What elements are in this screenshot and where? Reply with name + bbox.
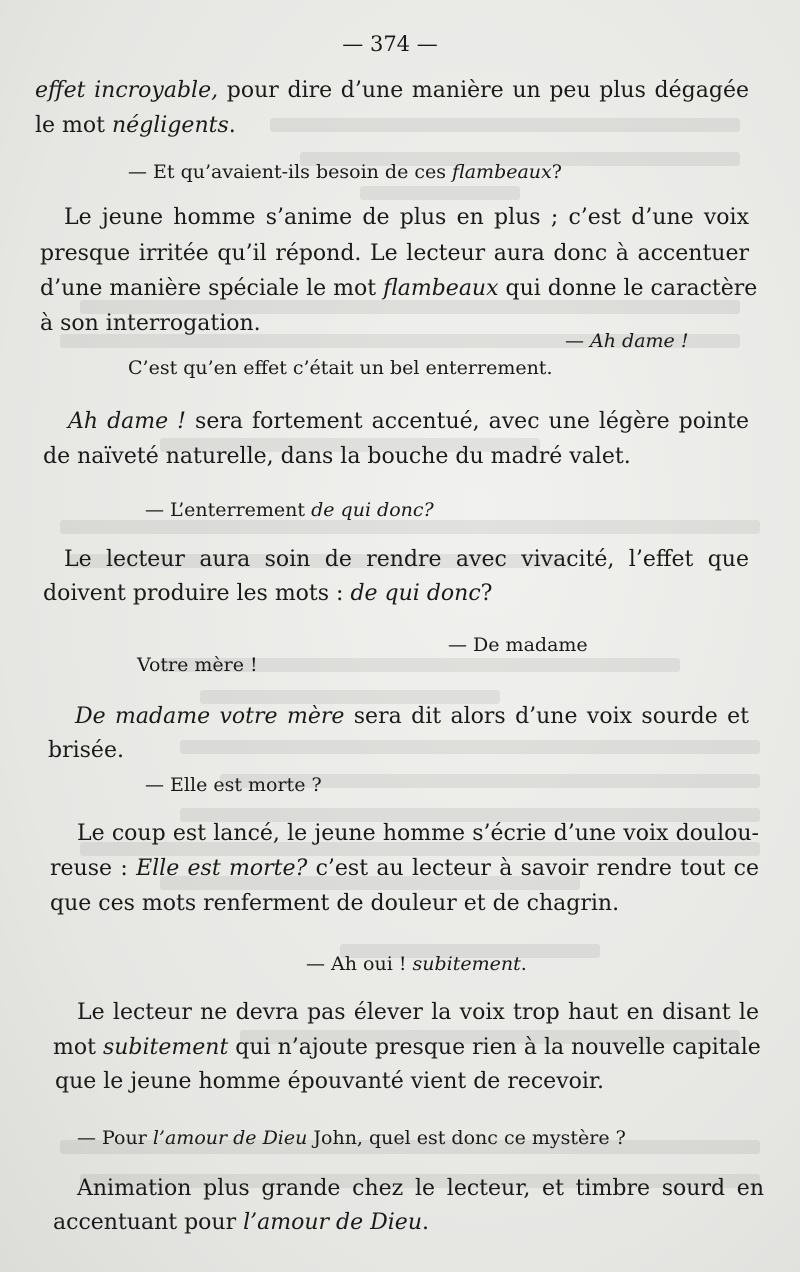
text-line-13: Le lecteur aura soin de rendre avec vivacité, l’effet que xyxy=(64,547,749,572)
text-span: John, quel est donc ce mystère ? xyxy=(307,1127,626,1149)
text-span: mot xyxy=(53,1035,103,1060)
text-line-25 xyxy=(53,1035,759,1060)
text-span: sera dit alors d’une voix sourde et xyxy=(344,704,749,729)
dialogue-line: C’est qu’en effet c’était un bel enterrement. xyxy=(128,357,553,379)
text-line-5: presque irritée qu’il répond. Le lecteur aura donc à accentuer xyxy=(40,241,749,266)
text-line-11: de naïveté naturelle, dans la bouche du madré valet. xyxy=(43,444,631,469)
emphasis: Ah dame ! xyxy=(68,409,187,434)
text-span: ? xyxy=(551,161,562,183)
emphasis: flambeaux xyxy=(383,276,499,301)
dialogue-line: Votre mère ! xyxy=(137,654,258,676)
text-line-14 xyxy=(43,581,492,606)
text-line-18: brisée. xyxy=(48,738,124,763)
emphasis: l’amour de Dieu xyxy=(243,1210,422,1235)
emphasis: l’amour de Dieu xyxy=(152,1127,308,1149)
text-span: — Ah oui ! xyxy=(306,953,413,975)
text-line-6 xyxy=(40,276,758,301)
dialogue-line: — De madame xyxy=(448,634,588,656)
text-span: reuse : xyxy=(50,856,137,881)
text-span: . xyxy=(421,1210,429,1235)
emphasis: subitement xyxy=(412,953,521,975)
text-span: — xyxy=(565,330,591,352)
dialogue-line xyxy=(145,499,434,521)
text-line-2 xyxy=(35,113,236,138)
text-line-7: à son interrogation. xyxy=(40,311,261,336)
text-span: — Et qu’avaient-ils besoin de ces xyxy=(128,161,453,183)
emphasis: Ah dame ! xyxy=(590,330,689,352)
emphasis: de qui donc? xyxy=(311,499,434,521)
text-span: . xyxy=(228,113,236,138)
text-line-10 xyxy=(68,409,749,434)
dialogue-line: — Elle est morte ? xyxy=(145,774,322,796)
text-line-1 xyxy=(35,78,749,103)
text-span: accentuant pour xyxy=(53,1210,244,1235)
text-line-22: que ces mots renferment de douleur et de chagrin. xyxy=(50,891,620,916)
text-span: qui donne le caractère xyxy=(498,276,758,301)
text-line-26: que le jeune homme épouvanté vient de recevoir. xyxy=(55,1069,605,1094)
text-span: c’est au lecteur à savoir rendre tout ce xyxy=(307,856,759,881)
text-line-29 xyxy=(53,1210,429,1235)
dialogue-line xyxy=(306,953,527,975)
text-span: le mot xyxy=(35,113,112,138)
emphasis: Elle est morte? xyxy=(136,856,308,881)
emphasis: de qui donc xyxy=(350,581,481,606)
text-span: pour dire d’une manière un peu plus dégagée xyxy=(218,78,749,103)
text-line-4: Le jeune homme s’anime de plus en plus ; c’est d’une voix xyxy=(64,205,749,230)
page-number: — 374 — xyxy=(342,32,438,56)
text-line-28: Animation plus grande chez le lecteur, et timbre sourd en xyxy=(77,1176,764,1201)
text-line-21 xyxy=(50,856,759,881)
dialogue-line xyxy=(128,161,562,183)
dialogue-line xyxy=(565,330,688,352)
emphasis: flambeaux xyxy=(452,161,552,183)
text-span: . xyxy=(520,953,527,975)
text-line-24: Le lecteur ne devra pas élever la voix trop haut en disant le xyxy=(77,1000,759,1025)
text-span: — Pour xyxy=(77,1127,153,1149)
emphasis: subitement xyxy=(102,1035,229,1060)
text-span: doivent produire les mots : xyxy=(43,581,351,606)
text-span: d’une manière spéciale le mot xyxy=(40,276,384,301)
text-line-20: Le coup est lancé, le jeune homme s’écrie d’une voix doulou- xyxy=(77,821,759,846)
text-span: ? xyxy=(480,581,493,606)
text-span: — L’enterrement xyxy=(145,499,312,521)
text-line-17 xyxy=(75,704,749,729)
emphasis: négligents xyxy=(112,113,229,138)
text-span: qui n’ajoute presque rien à la nouvelle capitale xyxy=(228,1035,761,1060)
dialogue-line xyxy=(77,1127,626,1149)
emphasis: effet incroyable, xyxy=(35,78,219,103)
text-span: sera fortement accentué, avec une légère pointe xyxy=(186,409,749,434)
emphasis: De madame votre mère xyxy=(75,704,345,729)
